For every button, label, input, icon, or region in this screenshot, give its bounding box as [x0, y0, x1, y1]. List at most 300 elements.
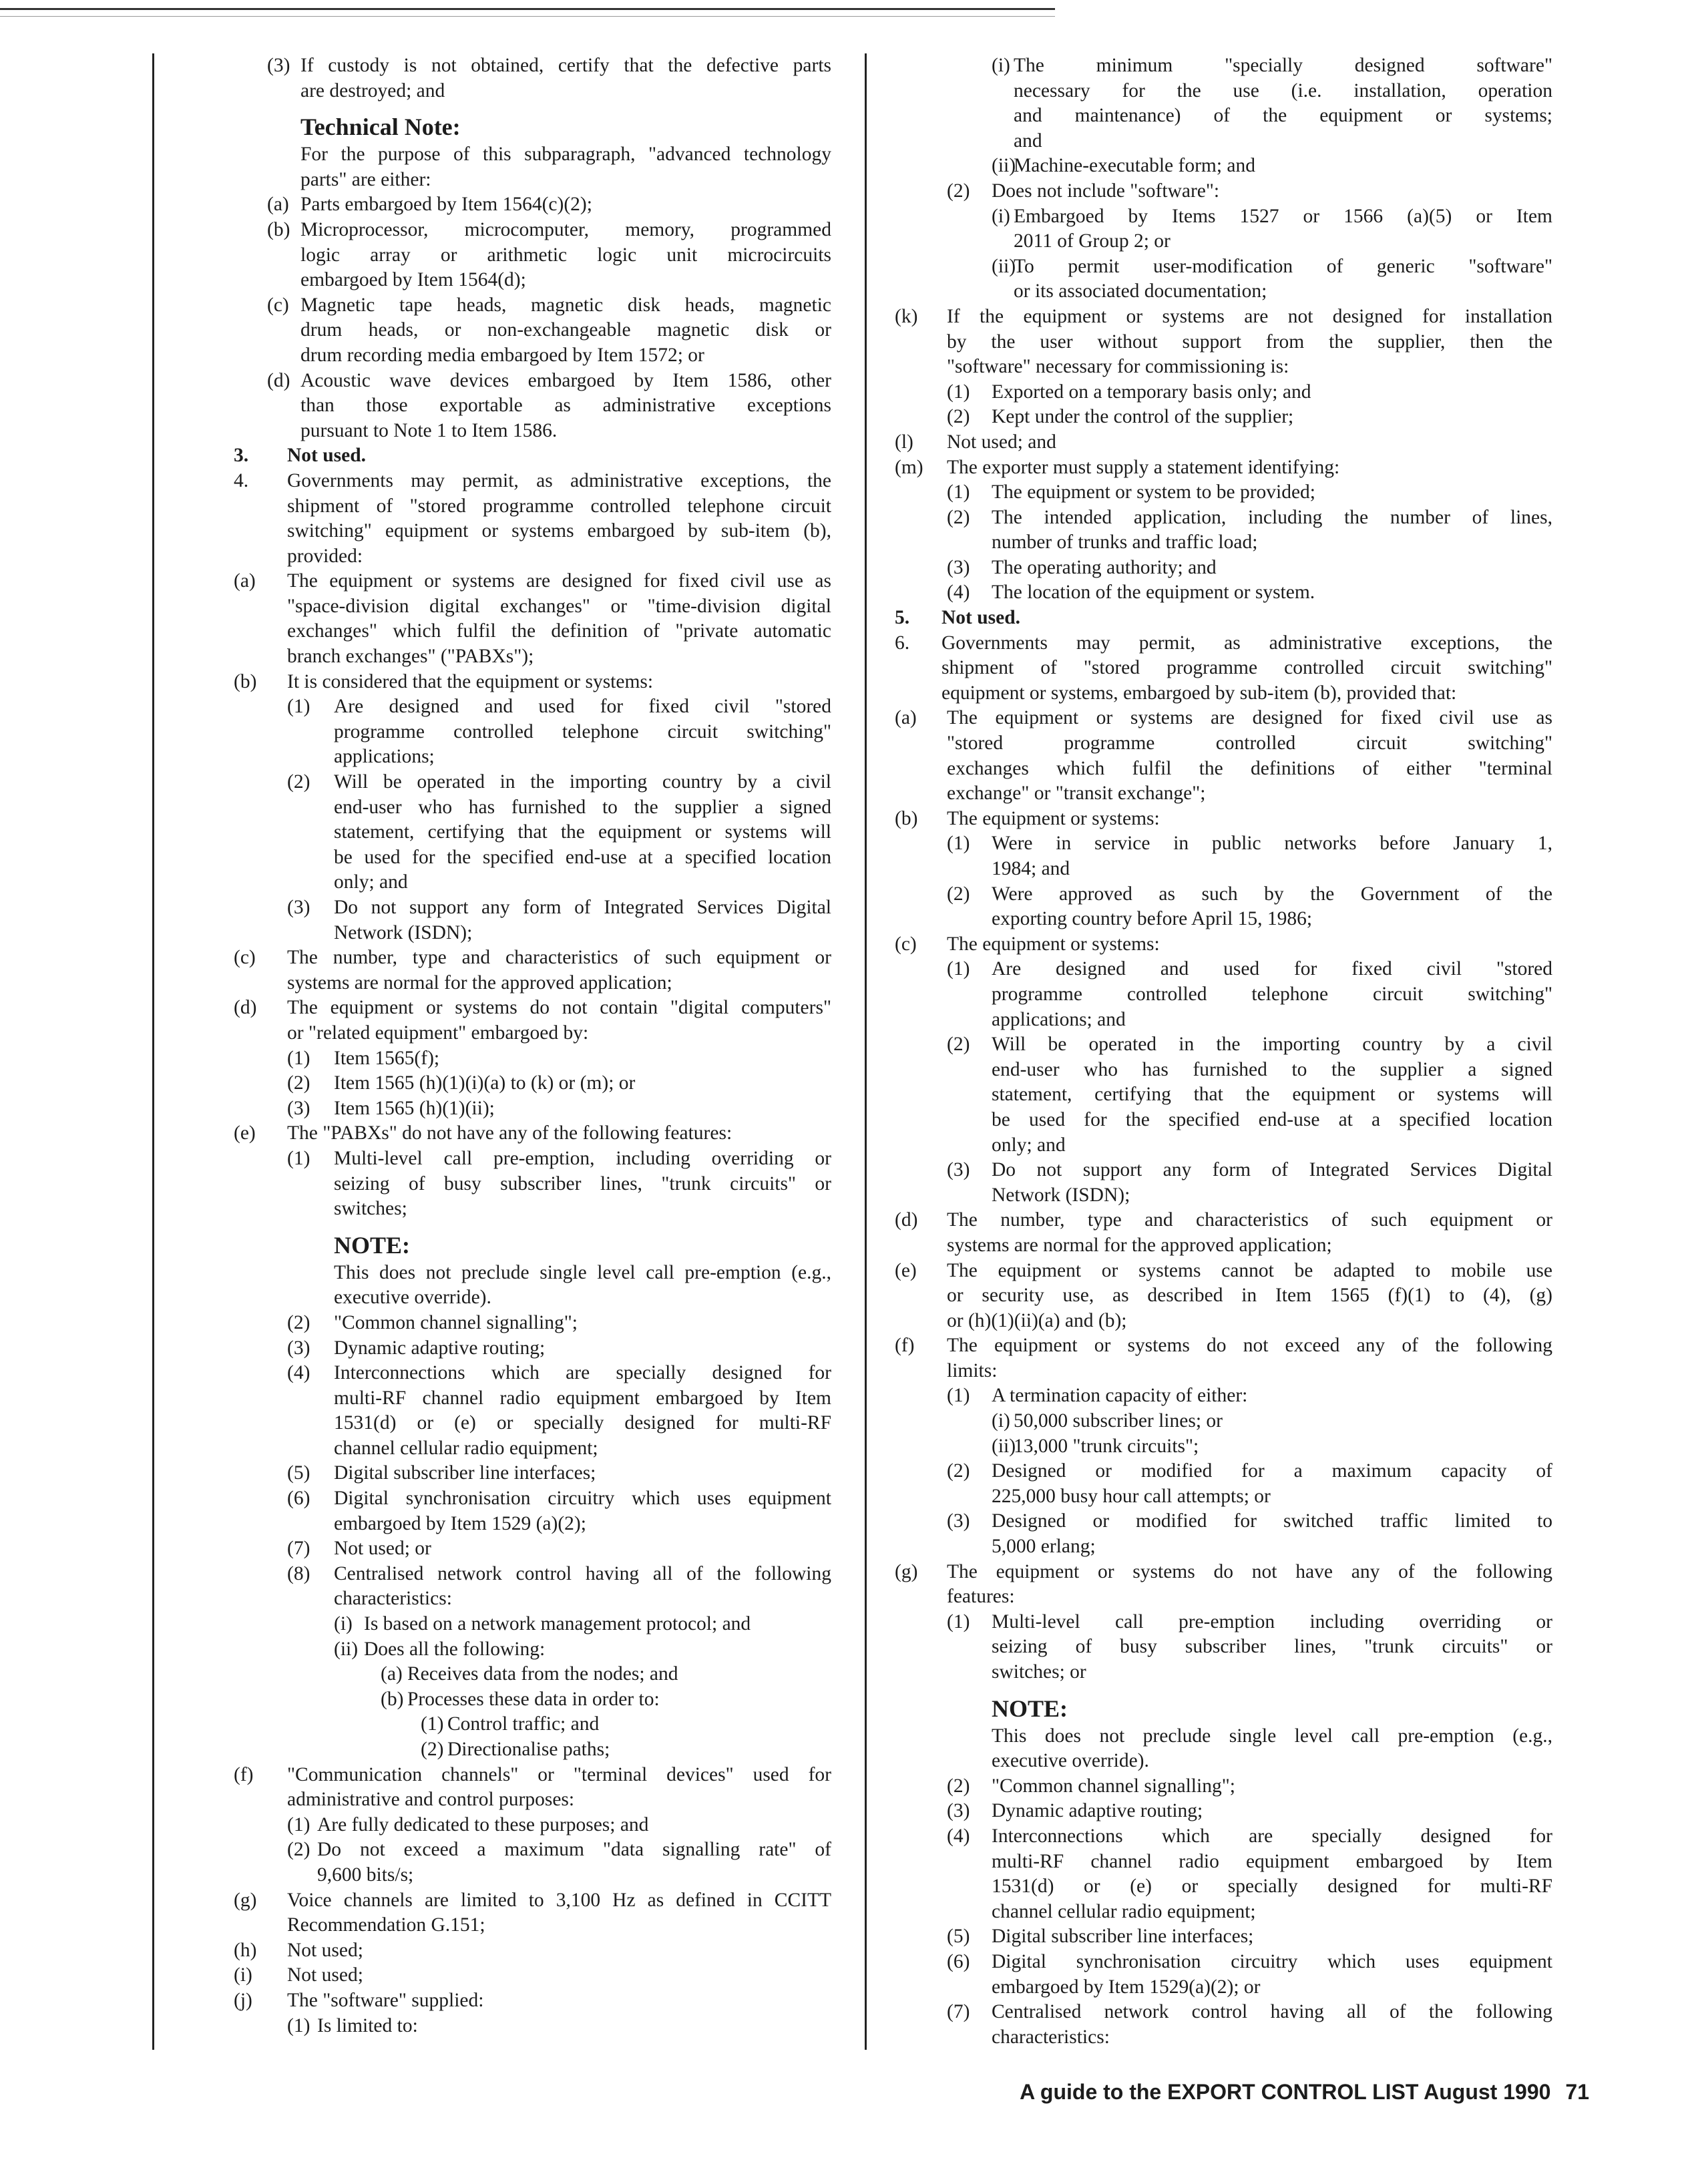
line-text: equipment or systems, embargoed by sub-item (b), provided that:: [941, 682, 1457, 704]
line-text: channel cellular radio equipment;: [992, 1900, 1256, 1922]
list-item-line: [180, 1637, 835, 1663]
line-text: are destroyed; and: [300, 79, 445, 101]
line-text: switches; or: [992, 1661, 1086, 1683]
list-item-line: [895, 706, 1556, 731]
line-text: systems are normal for the approved application;: [947, 1234, 1332, 1256]
line-text: Digital subscriber line interfaces;: [334, 1462, 596, 1484]
list-item-line: [895, 430, 1556, 455]
line-text: Network (ISDN);: [334, 921, 473, 943]
list-marker: (b): [381, 1688, 404, 1710]
list-marker: (3): [947, 1800, 970, 1822]
list-item-line: [180, 1988, 835, 2014]
list-marker: (e): [234, 1122, 256, 1144]
line-text: Centralised network control having all of the following: [334, 1562, 831, 1584]
right-text-column: [895, 53, 1556, 2050]
list-item-line: [895, 631, 1556, 656]
continuation-line: [180, 744, 835, 770]
continuation-line: [895, 1484, 1556, 1510]
list-marker: (1): [947, 381, 970, 403]
line-text: This does not preclude single level call pre-emption (e.g.,: [334, 1261, 831, 1283]
list-marker: (i): [334, 1613, 353, 1635]
list-marker: (7): [287, 1538, 310, 1560]
list-item-line: [180, 1813, 835, 1838]
list-marker: (l): [895, 431, 913, 453]
list-marker: (3): [287, 1337, 310, 1359]
list-marker: (b): [895, 807, 918, 829]
list-item-line: [180, 469, 835, 494]
list-marker: (c): [234, 947, 256, 969]
line-text: statement, certifying that the equipment or systems will: [992, 1084, 1552, 1106]
list-marker: (h): [234, 1939, 257, 1961]
list-item-line: [180, 1562, 835, 1587]
line-text: Receives data from the nodes; and: [407, 1663, 678, 1685]
list-item-line: [180, 443, 835, 469]
list-marker: (a): [234, 570, 256, 592]
continuation-line: [180, 820, 835, 845]
list-marker: (a): [381, 1663, 403, 1685]
line-text: and maintenance) of the equipment or systems;: [1014, 105, 1552, 127]
line-text: Interconnections which are specially designed for: [992, 1825, 1552, 1847]
line-text: "space-division digital exchanges" or "time-division digital: [287, 595, 831, 617]
continuation-line: [895, 1359, 1556, 1384]
list-item-line: [180, 694, 835, 720]
continuation-line: [895, 1058, 1556, 1083]
list-item-line: [895, 480, 1556, 505]
continuation-line: [895, 1584, 1556, 1610]
line-text: To permit user-modification of generic "software": [1014, 255, 1552, 277]
continuation-line: [180, 1196, 835, 1222]
list-item-line: [180, 895, 835, 921]
list-marker: (2): [421, 1739, 444, 1760]
left-column-rule: [152, 53, 154, 2050]
line-text: The number, type and characteristics of such equipment or: [287, 947, 831, 969]
footer-title: A guide to the EXPORT CONTROL LIST August 1990: [1020, 2080, 1551, 2104]
line-text: Voice channels are limited to 3,100 Hz as defined in CCITT: [287, 1889, 831, 1911]
line-text: Digital synchronisation circuitry which uses equipment: [992, 1950, 1552, 1972]
line-text: Processes these data in order to:: [407, 1688, 660, 1710]
list-item-line: [895, 556, 1556, 581]
line-text: Machine-executable form; and: [1014, 155, 1256, 177]
list-marker: (3): [267, 55, 290, 76]
line-text: Dynamic adaptive routing;: [334, 1337, 546, 1359]
list-marker: (i): [234, 1964, 252, 1986]
line-text: If the equipment or systems are not designed for installation: [947, 305, 1552, 327]
line-text: If custody is not obtained, certify that the defective parts: [300, 55, 831, 76]
line-text: Centralised network control having all of the following: [992, 2001, 1552, 2023]
line-text: Is based on a network management protocol; and: [364, 1613, 751, 1635]
line-text: drum recording media embargoed by Item 1572; or: [300, 344, 704, 366]
list-item-line: [180, 1963, 835, 1988]
line-text: Not used.: [287, 445, 367, 467]
left-text-column: [180, 53, 835, 2038]
line-text: 1531(d) or (e) or specially designed for multi-RF: [334, 1412, 831, 1434]
continuation-line: [180, 1285, 835, 1311]
list-marker: (3): [947, 1159, 970, 1181]
line-text: provided:: [287, 545, 363, 567]
list-marker: (f): [895, 1335, 915, 1357]
line-text: embargoed by Item 1564(d);: [300, 269, 526, 291]
line-text: applications; and: [992, 1008, 1126, 1030]
line-text: branch exchanges" ("PABXs");: [287, 646, 534, 668]
line-text: Technical Note:: [300, 114, 461, 141]
list-marker: (k): [895, 305, 918, 327]
list-marker: (4): [947, 582, 970, 604]
list-item-line: [895, 1333, 1556, 1359]
line-text: Acoustic wave devices embargoed by Item 1586, other: [300, 369, 831, 391]
list-marker: (3): [947, 556, 970, 578]
list-item-line: [895, 932, 1556, 957]
section-heading: [180, 1231, 835, 1259]
continuation-line: [895, 756, 1556, 782]
list-marker: (3): [287, 1097, 310, 1119]
list-marker: 4.: [234, 469, 249, 491]
list-item-line: [180, 996, 835, 1021]
line-text: The location of the equipment or system.: [992, 582, 1315, 604]
list-item-line: [180, 1763, 835, 1788]
line-text: than those exportable as administrative exceptions: [300, 395, 831, 417]
list-item-line: [180, 1121, 835, 1146]
continuation-line: [180, 243, 835, 268]
line-text: or "related equipment" embargoed by:: [287, 1022, 589, 1044]
continuation-line: [895, 1975, 1556, 2000]
list-item-line: [180, 1612, 835, 1637]
line-text: Magnetic tape heads, magnetic disk heads, magnetic: [300, 294, 831, 316]
line-text: switches;: [334, 1198, 407, 1220]
list-marker: (6): [287, 1488, 310, 1510]
list-marker: (7): [947, 2001, 970, 2023]
continuation-line: [180, 594, 835, 620]
line-text: Governments may permit, as administrative exceptions, the: [941, 632, 1552, 654]
continuation-line: [895, 1634, 1556, 1660]
line-text: NOTE:: [992, 1695, 1068, 1722]
line-text: seizing of busy subscriber lines, "trunk circuits" or: [992, 1636, 1552, 1658]
line-text: channel cellular radio equipment;: [334, 1437, 598, 1459]
continuation-line: [895, 681, 1556, 706]
scan-top-edge-faint: [0, 16, 1055, 17]
list-marker: (5): [287, 1462, 310, 1484]
list-marker: (g): [895, 1560, 918, 1582]
list-marker: (2): [287, 1839, 310, 1861]
line-text: Not used; or: [334, 1538, 431, 1560]
line-text: shipment of "stored programme controlled circuit switching": [941, 657, 1552, 679]
line-text: Network (ISDN);: [992, 1184, 1130, 1206]
continuation-line: [895, 1900, 1556, 1925]
list-item-line: [895, 606, 1556, 631]
line-text: Designed or modified for switched traffic limited to: [992, 1510, 1552, 1532]
list-item-line: [180, 293, 835, 318]
list-marker: (4): [287, 1362, 310, 1384]
continuation-line: [180, 1172, 835, 1197]
list-marker: (1): [421, 1713, 444, 1735]
continuation-line: [180, 845, 835, 871]
continuation-line: [180, 168, 835, 193]
line-text: 2011 of Group 2; or: [1014, 230, 1171, 252]
continuation-line: [895, 1133, 1556, 1158]
list-item-line: [895, 957, 1556, 982]
line-text: end-user who has furnished to the supplier a signed: [334, 796, 831, 818]
list-marker: (2): [947, 406, 970, 428]
line-text: The minimum "specially designed software": [1014, 55, 1552, 76]
line-text: The number, type and characteristics of such equipment or: [947, 1209, 1552, 1231]
list-item-line: [895, 1924, 1556, 1950]
list-marker: (2): [287, 1072, 310, 1094]
line-text: Directionalise paths;: [447, 1739, 610, 1760]
list-item-line: [895, 1459, 1556, 1484]
list-item-line: [180, 569, 835, 594]
list-marker: (1): [947, 958, 970, 980]
line-text: end-user who has furnished to the supplier a signed: [992, 1058, 1552, 1080]
line-text: "software" necessary for commissioning is:: [947, 356, 1289, 378]
line-text: 9,600 bits/s;: [317, 1864, 414, 1886]
list-item-line: [180, 1837, 835, 1863]
line-text: Parts embargoed by Item 1564(c)(2);: [300, 194, 592, 216]
list-marker: (2): [947, 1460, 970, 1482]
list-marker: (1): [947, 1610, 970, 1632]
line-text: Multi-level call pre-emption including overriding or: [992, 1610, 1552, 1632]
list-marker: (1): [287, 2014, 310, 2036]
continuation-line: [180, 921, 835, 946]
line-text: 1984; and: [992, 858, 1070, 879]
continuation-line: [895, 1724, 1556, 1749]
list-marker: (2): [287, 771, 310, 793]
list-item-line: [895, 455, 1556, 481]
line-text: Exported on a temporary basis only; and: [992, 381, 1311, 403]
list-marker: (j): [234, 1989, 252, 2011]
continuation-line: [180, 318, 835, 343]
list-marker: (2): [287, 1311, 310, 1333]
list-marker: (d): [234, 997, 257, 1019]
list-marker: 3.: [234, 445, 249, 467]
continuation-line: [180, 494, 835, 519]
continuation-line: [180, 1913, 835, 1938]
list-marker: (c): [267, 294, 289, 316]
continuation-line: [895, 857, 1556, 882]
continuation-line: [180, 720, 835, 745]
line-text: or security use, as described in Item 1565 (f)(1) to (4), (g): [947, 1285, 1552, 1307]
list-marker: (3): [947, 1510, 970, 1532]
line-text: Governments may permit, as administrative exceptions, the: [287, 469, 831, 491]
continuation-line: [180, 644, 835, 670]
continuation-line: [895, 229, 1556, 254]
line-text: The "software" supplied:: [287, 1989, 484, 2011]
list-item-line: [180, 1461, 835, 1486]
list-item-line: [895, 1610, 1556, 1635]
continuation-line: [895, 1749, 1556, 1774]
list-item-line: [180, 1146, 835, 1172]
list-marker: (1): [947, 481, 970, 503]
continuation-line: [895, 1082, 1556, 1108]
line-text: characteristics:: [334, 1588, 452, 1610]
continuation-line: [180, 619, 835, 644]
line-text: NOTE:: [334, 1231, 411, 1259]
line-text: exchange" or "transit exchange";: [947, 783, 1206, 805]
list-item-line: [895, 1824, 1556, 1849]
continuation-line: [180, 393, 835, 419]
list-marker: (c): [895, 933, 917, 955]
line-text: statement, certifying that the equipment or systems will: [334, 821, 831, 843]
line-text: "Common channel signalling";: [334, 1311, 578, 1333]
list-marker: (b): [267, 218, 290, 240]
line-text: Item 1565 (h)(1)(i)(a) to (k) or (m); or: [334, 1072, 636, 1094]
continuation-line: [180, 795, 835, 821]
list-item-line: [180, 369, 835, 394]
continuation-line: [180, 79, 835, 104]
line-text: Microprocessor, microcomputer, memory, programmed: [300, 218, 831, 240]
list-marker: (ii): [334, 1638, 359, 1660]
line-text: pursuant to Note 1 to Item 1586.: [300, 419, 558, 441]
list-marker: (1): [947, 1385, 970, 1407]
list-marker: (5): [947, 1926, 970, 1948]
continuation-line: [180, 544, 835, 570]
line-text: Does all the following:: [364, 1638, 546, 1660]
list-item-line: [895, 1799, 1556, 1824]
list-item-line: [180, 1938, 835, 1964]
continuation-line: [180, 1261, 835, 1286]
line-text: Embargoed by Items 1527 or 1566 (a)(5) or Item: [1014, 205, 1552, 227]
line-text: exporting country before April 15, 1986;: [992, 908, 1313, 930]
continuation-line: [895, 982, 1556, 1008]
continuation-line: [895, 1309, 1556, 1334]
line-text: or (h)(1)(ii)(a) and (b);: [947, 1309, 1127, 1331]
list-item-line: [180, 1536, 835, 1562]
line-text: by the user without support from the supplier, then the: [947, 331, 1552, 353]
line-text: The equipment or system to be provided;: [992, 481, 1316, 503]
list-marker: (4): [947, 1825, 970, 1847]
line-text: features:: [947, 1586, 1015, 1608]
continuation-line: [895, 1183, 1556, 1209]
line-text: Control traffic; and: [447, 1713, 600, 1735]
continuation-line: [895, 1283, 1556, 1309]
continuation-line: [180, 519, 835, 544]
line-text: limits:: [947, 1359, 998, 1381]
list-marker: (i): [992, 55, 1010, 76]
list-item-line: [895, 831, 1556, 857]
list-item-line: [895, 1032, 1556, 1058]
line-text: 1531(d) or (e) or specially designed for multi-RF: [992, 1876, 1552, 1898]
continuation-line: [180, 142, 835, 168]
list-item-line: [180, 1046, 835, 1072]
continuation-line: [180, 1021, 835, 1046]
list-item-line: [180, 218, 835, 243]
line-text: The equipment or systems do not contain "digital computers": [287, 997, 831, 1019]
list-item-line: [895, 580, 1556, 606]
continuation-line: [180, 268, 835, 293]
continuation-line: [180, 1386, 835, 1411]
line-text: executive override).: [334, 1287, 491, 1309]
line-text: It is considered that the equipment or systems:: [287, 670, 654, 692]
line-text: be used for the specified end-use at a specified location: [992, 1108, 1552, 1130]
list-marker: (g): [234, 1889, 257, 1911]
continuation-line: [895, 279, 1556, 304]
line-text: programme controlled telephone circuit switching": [992, 983, 1552, 1005]
list-marker: (ii): [992, 1435, 1016, 1457]
list-item-line: [180, 1071, 835, 1096]
line-text: Interconnections which are specially designed for: [334, 1362, 831, 1384]
line-text: The equipment or systems:: [947, 933, 1160, 955]
list-marker: (i): [992, 1410, 1010, 1432]
continuation-line: [895, 103, 1556, 129]
continuation-line: [895, 731, 1556, 756]
list-marker: (d): [267, 369, 290, 391]
line-text: The equipment or systems do not have any of the following: [947, 1560, 1552, 1582]
continuation-line: [895, 355, 1556, 380]
list-marker: (ii): [992, 155, 1016, 177]
line-text: Are designed and used for fixed civil "stored: [992, 958, 1552, 980]
list-item-line: [895, 154, 1556, 179]
line-text: exchanges" which fulfil the definition of "private automatic: [287, 620, 831, 642]
continuation-line: [895, 79, 1556, 104]
line-text: only; and: [992, 1134, 1066, 1156]
list-marker: (i): [992, 205, 1010, 227]
list-item-line: [180, 1361, 835, 1386]
line-text: Will be operated in the importing country by a civil: [992, 1034, 1552, 1056]
line-text: Is limited to:: [317, 2014, 418, 2036]
continuation-line: [180, 1586, 835, 1612]
line-text: multi-RF channel radio equipment embargoed by Item: [992, 1850, 1552, 1872]
continuation-line: [895, 1008, 1556, 1033]
list-marker: (2): [947, 1034, 970, 1056]
list-item-line: [895, 53, 1556, 79]
list-marker: (e): [895, 1259, 917, 1281]
continuation-line: [895, 1108, 1556, 1133]
continuation-line: [895, 1849, 1556, 1875]
list-item-line: [180, 945, 835, 971]
line-text: A termination capacity of either:: [992, 1385, 1248, 1407]
line-text: logic array or arithmetic logic unit microcircuits: [300, 244, 831, 266]
list-marker: (d): [895, 1209, 918, 1231]
continuation-line: [895, 781, 1556, 807]
list-item-line: [895, 1383, 1556, 1409]
line-text: shipment of "stored programme controlled telephone circuit: [287, 495, 831, 517]
line-text: Were in service in public networks before January 1,: [992, 833, 1552, 855]
continuation-line: [180, 419, 835, 444]
line-text: The intended application, including the number of lines,: [992, 506, 1552, 528]
line-text: For the purpose of this subparagraph, "advanced technology: [300, 144, 831, 166]
line-text: The "PABXs" do not have any of the following features:: [287, 1122, 732, 1144]
list-marker: (1): [287, 1147, 310, 1169]
line-text: be used for the specified end-use at a specified location: [334, 846, 831, 868]
line-text: number of trunks and traffic load;: [992, 531, 1258, 554]
line-text: programme controlled telephone circuit switching": [334, 720, 831, 742]
continuation-line: [895, 530, 1556, 556]
list-item-line: [895, 380, 1556, 405]
line-text: necessary for the use (i.e. installation, operation: [1014, 79, 1552, 101]
list-marker: (6): [947, 1950, 970, 1972]
list-marker: (a): [895, 707, 917, 729]
line-text: administrative and control purposes:: [287, 1789, 575, 1811]
list-marker: (ii): [992, 255, 1016, 277]
line-text: multi-RF channel radio equipment embargoed by Item: [334, 1387, 831, 1409]
page-number: 71: [1565, 2080, 1589, 2104]
list-marker: (m): [895, 456, 923, 478]
list-marker: (2): [947, 180, 970, 202]
line-text: Are designed and used for fixed civil "stored: [334, 696, 831, 718]
line-text: seizing of busy subscriber lines, "trunk circuits" or: [334, 1172, 831, 1194]
continuation-line: [180, 343, 835, 369]
line-text: Item 1565 (h)(1)(ii);: [334, 1097, 495, 1119]
list-marker: (f): [234, 1763, 254, 1785]
list-item-line: [180, 1712, 835, 1737]
continuation-line: [180, 1436, 835, 1462]
list-item-line: [180, 770, 835, 795]
list-marker: 6.: [895, 632, 910, 654]
list-item-line: [895, 1409, 1556, 1434]
line-text: characteristics:: [992, 2026, 1110, 2048]
list-item-line: [895, 1950, 1556, 1975]
list-item-line: [895, 1158, 1556, 1183]
line-text: "stored programme controlled circuit switching": [947, 732, 1552, 754]
line-text: systems are normal for the approved application;: [287, 971, 672, 994]
